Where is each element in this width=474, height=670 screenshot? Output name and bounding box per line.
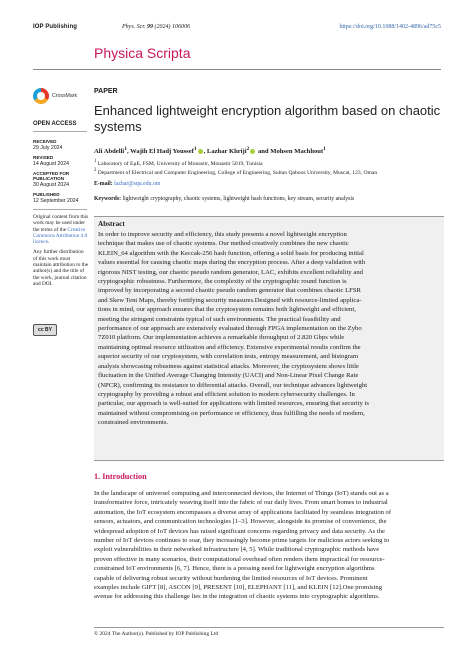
keywords-label: Keywords: — [94, 196, 122, 202]
affiliation-number: 2 — [94, 168, 97, 173]
affiliation — [94, 168, 377, 176]
abstract-line: and Skew Tent Maps, thereby fortifying security measures.Designed with resource-limited applica- — [98, 296, 362, 304]
cc-by-badge-icon[interactable]: cc BY — [33, 324, 57, 336]
keywords-text: lightweight cryptography, chaotic systems, lightweight hash functions, key stream, security analysis — [122, 196, 355, 202]
keywords — [94, 196, 444, 202]
introduction-line: exploit vulnerabilities in their networked infrastructure [4, 5]. While traditional cryptographic methods have — [94, 546, 380, 554]
email-link[interactable]: lazhar@squ.edu.om — [114, 181, 161, 187]
history-value-received: 29 July 2024 — [33, 145, 63, 151]
history-value-revised: 14 August 2024 — [33, 161, 70, 167]
sidebar-divider — [33, 131, 87, 132]
journal-abbrev: Phys. Scr. — [122, 24, 146, 30]
introduction-line: sensors, actuators, and communication technologies [1–3]. However, alongside its promise of convenience, the — [94, 518, 387, 526]
journal-year-article: (2024) 106006 — [154, 24, 190, 30]
history-label-published: PUBLISHED — [33, 192, 60, 197]
abstract-line: performance of our approach are extensively evaluated through FPGA implementation on the Zybo — [98, 325, 362, 333]
abstract-line: particular, our approach is well-suited for applications with limited resources, ensuring that security is — [98, 400, 370, 408]
abstract-body — [98, 230, 440, 428]
license-note: Any further distribution of this work must maintain attribution to the author(s) and the title of the work, journal citation and DOI. — [33, 249, 89, 287]
abstract-line: technique that makes use of chaotic systems. Our method creatively combines the new chaotic — [98, 240, 349, 248]
doi-link[interactable]: https://doi.org/10.1088/1402-4896/ad75c5 — [339, 24, 441, 30]
footer-divider — [94, 627, 444, 628]
introduction-line: capable of delivering robust security without burdening the limited resources of IoT devices. Prominent — [94, 574, 368, 582]
abstract-line: cryptography by providing a robust and efficient solution to modern cybersecurity challenges. In — [98, 390, 355, 398]
abstract-line: constrained environments. — [98, 419, 169, 427]
abstract-line: values essential for causing chaotic maps during the encryption process. After a deep validation with — [98, 259, 366, 267]
history-label-accepted: ACCEPTED FOR PUBLICATION — [33, 171, 70, 181]
introduction-line: examples include GIFT [8], ASCON [9], PRESENT [10], ELEPHANT [11], and KLEIN [12].One promising — [94, 584, 383, 592]
crossmark-icon — [33, 88, 49, 104]
orcid-icon[interactable] — [198, 149, 203, 154]
publisher-logo — [33, 24, 77, 30]
author-affiliation-mark: 1 — [124, 146, 127, 152]
author-affiliation-mark: 1 — [193, 146, 197, 152]
affiliation-number: 1 — [94, 159, 97, 164]
introduction-body — [94, 489, 444, 602]
abstract-line: analysis showcasing robustness against statistical attacks. Moreover, the cryptosystem shows little — [98, 362, 359, 370]
abstract-line: fluctuation in the Unified Average Changing Intensity (UACI) and Non-Linear Pixel Change Rate — [98, 372, 359, 380]
crossmark-label: CrossMark — [52, 93, 78, 99]
paper-title: Enhanced lightweight encryption algorithm based on chaotic systems — [94, 103, 441, 134]
email-label: E-mail: — [94, 181, 113, 187]
journal-volume: 99 — [147, 24, 153, 30]
introduction-line: automation, the IoT ecosystem encompasses a diverse array of applications facilitated by seamless integration of — [94, 508, 392, 516]
introduction-line: avenue for addressing this challenge lies in the integration of chaotic systems into cryptographic algorithms. — [94, 593, 380, 601]
abstract-line: cryptographic robustness. Furthermore, the complexity of the cryptographic round function is — [98, 278, 347, 286]
abstract-line: rigorous NIST testing, our chaotic pseudo random generator, LAC, exhibits excellent reliability and — [98, 268, 363, 276]
journal-name: Physica Scripta — [94, 45, 191, 61]
license-intro: Original content from this work may be used under the terms of the — [33, 214, 89, 233]
copyright-notice: © 2024 The Author(s). Published by IOP Publishing Ltd — [94, 631, 219, 637]
introduction-line: In the landscape of universel computing and interconnected devices, the Internet of Things (IoT) stands out as a — [94, 490, 389, 497]
introduction-line: transformative force, intricately weaving itself into the fabric of our daily lives. From smart homes to industrial — [94, 499, 388, 507]
corresponding-email — [94, 181, 160, 187]
open-access-label: OPEN ACCESS — [33, 121, 77, 127]
article-type: PAPER — [94, 88, 118, 95]
introduction-line: widespread adoption of IoT devices has raised significant concerns regarding privacy and data security. As the — [94, 527, 385, 535]
license-end: . — [48, 239, 50, 246]
abstract-line: tions in mind, our approach ensures that the cryptosystem remains both lightweight and efficient, — [98, 306, 356, 314]
sidebar-divider — [33, 209, 87, 210]
crossmark-badge[interactable] — [33, 86, 93, 110]
affiliation-text: Department of Electrical and Computer Engineering, College of Engineering, Sultan Qaboos University, Muscat, 123, Oman — [97, 169, 378, 176]
abstract-line: 7Z010 platform. Our implementation achieves a remarkable throughput of 2.820 Gbps while — [98, 334, 345, 342]
introduction-line: constrained IoT environments [6, 7]. Hence, there is a pressing need for lightweight encryption algorithms — [94, 565, 375, 573]
abstract-line: maintaining optimal resource utilization and efficiency. Extensive experimental results confirm the — [98, 343, 361, 351]
author-affiliation-mark: 1 — [323, 146, 326, 152]
header-divider — [33, 69, 441, 70]
license-link[interactable]: Creative Commons Attribution 4.0 licence — [33, 226, 88, 246]
history-label-revised: REVISED — [33, 155, 54, 160]
author-name: Wajih El Hadj Youssef — [130, 148, 194, 156]
abstract-line: maintained without compromising on performance or efficiency, thus fulfilling the needs of modern, — [98, 409, 365, 417]
author-name: Lazhar Khriji — [206, 148, 247, 156]
affiliation — [94, 159, 263, 167]
abstract-line: improved by incorporating a second chaotic pseudo random generator that combines chaotic LFSR — [98, 287, 361, 295]
introduction-line: proven effective in many scenarios, their computational overhead often renders them impractical for resource- — [94, 555, 385, 563]
introduction-line: number of IoT devices continues to soar, they increasingly become prime targets for malicious actors seeking to — [94, 537, 390, 545]
abstract-line: (NPCR), confirming its resistance to differential attacks. Overall, our technique advances lightweight — [98, 381, 368, 389]
publisher-logo-mark: IOP — [33, 24, 44, 30]
history-value-published: 12 September 2024 — [33, 198, 79, 204]
abstract-line: In order to improve security and efficiency, this study presents a novel lightweight encryption — [98, 231, 347, 238]
license-statement — [33, 214, 89, 287]
history-label-received: RECEIVED — [33, 139, 57, 144]
journal-reference — [122, 24, 190, 30]
section-heading-introduction: 1. Introduction — [94, 472, 147, 481]
author-list: Ali Abdelli$^1$, Wajih El Hadj Youssef$^1$ , Lazhar Khriji$^2$ and Mohsen Machhout$^1$ — [94, 146, 326, 156]
affiliation-text: Laboratory of EμE, FSM, University of Monastir, Monastir 5019, Tunisia — [97, 160, 263, 167]
abstract-heading: Abstract — [98, 220, 125, 228]
orcid-icon[interactable] — [250, 149, 255, 154]
abstract-line: superior security of our cryptosystem, with correlation tests, entropy measurement, and histogram — [98, 353, 359, 361]
author-name: and Mohsen Machhout — [257, 148, 324, 156]
history-value-accepted: 30 August 2024 — [33, 182, 70, 188]
author-affiliation-mark: 2 — [246, 146, 250, 152]
abstract-line: meeting the stringent constraints typical of such environments. The practical feasibility and — [98, 315, 341, 323]
author-name: Ali Abdelli — [94, 148, 125, 156]
abstract-line: KLEIN_64 algorithm with the Keccak-256 hash function, offering a solid basis for producing initial — [98, 249, 364, 257]
publisher-name: Publishing — [45, 24, 77, 30]
